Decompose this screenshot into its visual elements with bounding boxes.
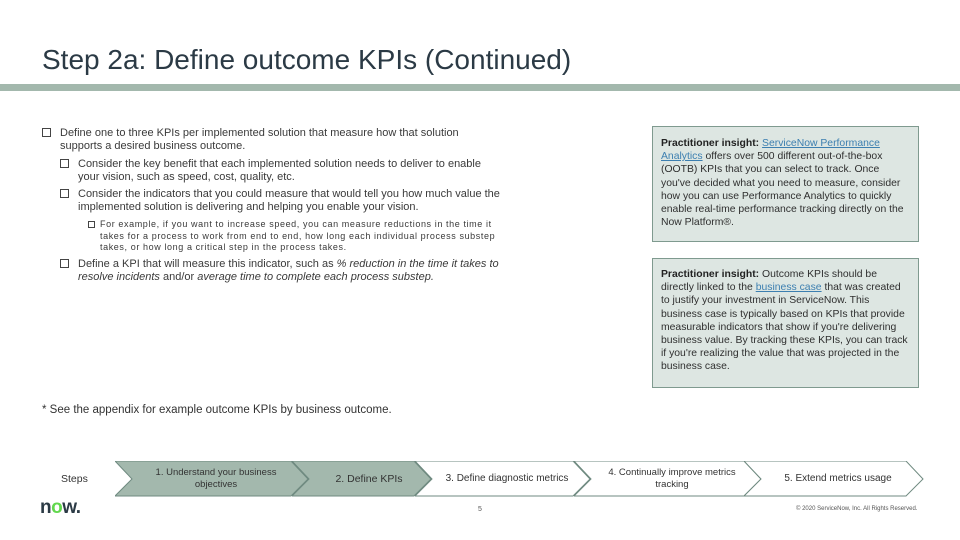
insight-text: offers over 500 different out-of-the-box (OOTB) KPIs that you can select to track. Once you've decided what you need to measure, consider how you can use Performance Analytics to quickly enable real-time performance tracking directly on the Now Platform®. [661,151,904,229]
steps-label: Steps [61,473,88,485]
step-label: 3. Define diagnostic metrics [445,473,569,484]
step-3-chevron[interactable] [415,461,591,497]
step-5-chevron[interactable] [744,461,924,497]
bullet-text: Define one to three KPIs per implemented solution that measure how that solution supports a desired business outcome. [60,127,459,152]
bullet-define-kpis [42,127,502,153]
bullet-text: Consider the key benefit that each implemented solution needs to deliver to enable your vision, such as speed, cost, quality, etc. [78,158,481,183]
servicenow-logo [40,497,81,519]
bullet-text-part: and/or [159,271,198,283]
step-label: 4. Continually improve metrics tracking [608,467,736,490]
checkbox-bullet-icon [88,221,95,228]
title-divider [0,84,960,91]
copyright: © 2020 ServiceNow, Inc. All Rights Reserved. [796,506,918,512]
logo-o-icon: o [51,497,63,518]
bullet-define-kpi-measure [60,258,506,284]
bullet-text-part: Define a KPI that will measure this indicator, such as [78,258,337,270]
page-title: Step 2a: Define outcome KPIs (Continued) [42,44,572,75]
logo-letter: n [40,497,52,518]
checkbox-bullet-icon [60,159,69,168]
bullet-example-kpi: average time to complete each process substep. [197,271,434,283]
checkbox-bullet-icon [42,128,51,137]
page-number: 5 [478,506,482,513]
bullet-text [78,258,506,284]
insight-label: Practitioner insight: [661,269,760,280]
step-label: 1. Understand your business objectives [155,467,277,490]
checkbox-bullet-icon [60,189,69,198]
step-label: 5. Extend metrics usage [784,473,892,484]
step-4-chevron[interactable] [574,461,762,497]
bullet-example-kpi: % reduction in the time it takes to resolve incidents [78,258,499,283]
insight-label: Practitioner insight: [661,138,760,149]
footnote: * See the appendix for example outcome KPIs by business outcome. [42,404,392,416]
checkbox-bullet-icon [60,259,69,268]
bullet-example [88,219,504,254]
bullet-text: For example, if you want to increase speed, you can measure reductions in the time it takes for a process to work from end to end, how long each individual process substep takes, or how long a critical step in the process takes. [100,219,496,252]
performance-analytics-link[interactable]: ServiceNow Performance Analytics [661,138,880,163]
bullet-key-benefit [60,158,500,184]
business-case-link[interactable]: business case [755,282,822,294]
insight-text: Outcome KPIs should be directly linked to the [661,269,877,294]
practitioner-insight-box-2 [652,258,919,388]
step-label: 2. Define KPIs [335,473,403,485]
step-1-chevron[interactable] [115,461,309,497]
bullet-indicators [60,188,504,214]
bullet-text: Consider the indicators that you could measure that would tell you how much value the implemented solution is delivering and helping you enable your vision. [78,188,500,213]
step-2-chevron[interactable] [292,461,432,497]
practitioner-insight-box-1 [652,126,919,242]
logo-letter: w. [62,497,81,518]
insight-text: that was created to justify your investment in ServiceNow. This business case is typically based on KPIs that provide measurable indicators that show if you're delivering business value. By tracking these KPIs, you can track if you're realizing the value that was projected in the business case. [661,282,908,373]
